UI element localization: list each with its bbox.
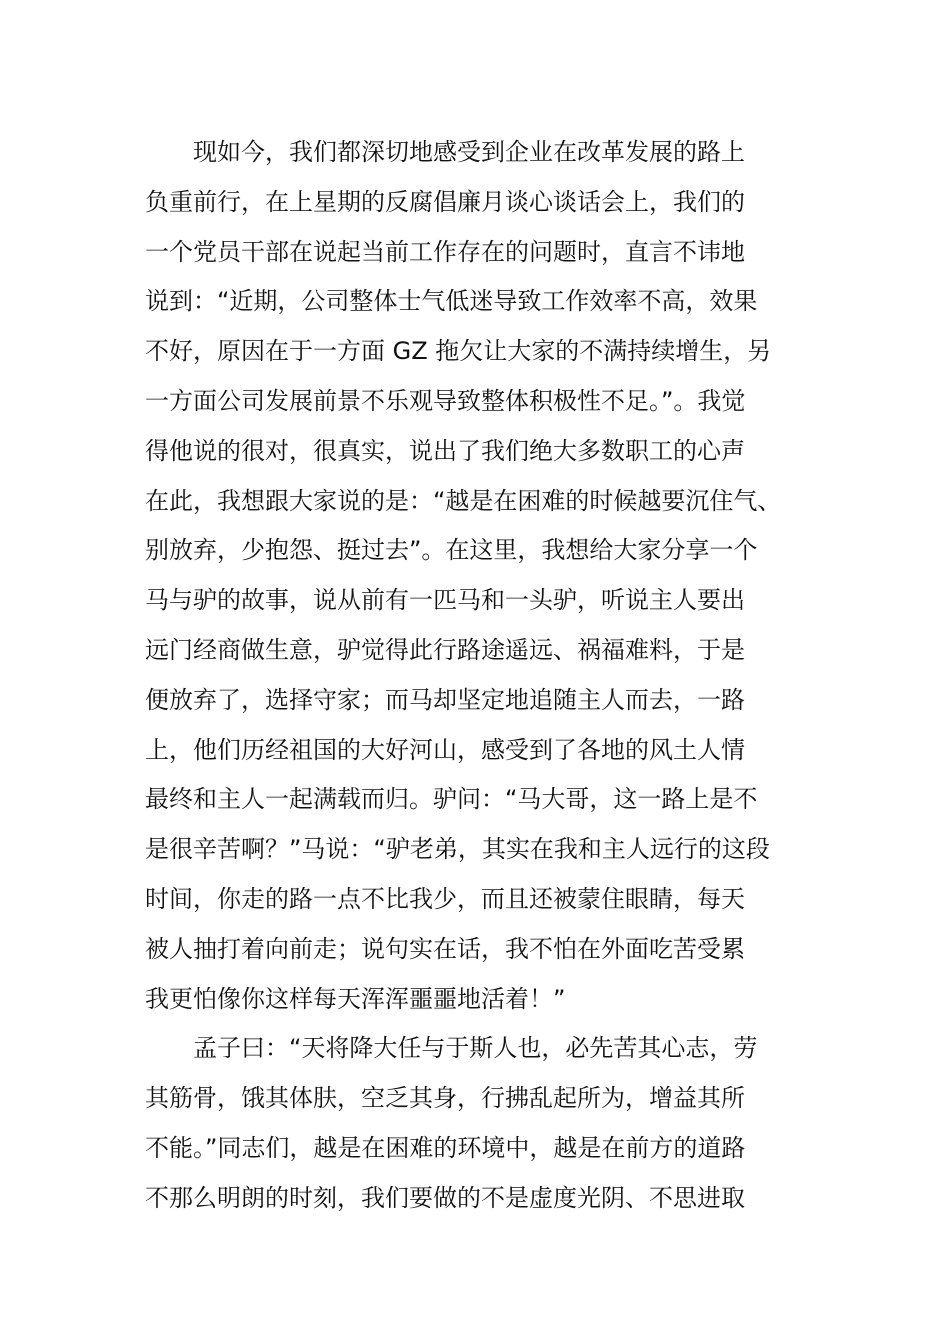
body-text: [145, 128, 825, 1224]
paragraph-line: 得他说的很对，很真实，说出了我们绝大多数职工的心声: [145, 436, 745, 465]
paragraph-line: 远门经商做生意，驴觉得此行路途遥远、祸福难料，于是: [145, 635, 745, 664]
paragraph-line: 现如今，我们都深切地感受到企业在改革发展的路上: [193, 138, 745, 166]
paragraph-line: 时间，你走的路一点不比我少，而且还被蒙住眼睛，每天: [145, 884, 745, 913]
paragraph-line: 一个党员干部在说起当前工作存在的问题时，直言不讳地: [145, 237, 745, 266]
paragraph-line: 说到：“近期，公司整体士气低迷导致工作效率不高，效果: [145, 287, 758, 316]
paragraph-line: 上，他们历经祖国的大好河山，感受到了各地的风土人情: [145, 735, 745, 764]
paragraph-line: 最终和主人一起满载而归。驴问：“马大哥，这一路上是不: [145, 785, 758, 814]
paragraph-line: 我更怕像你这样每天浑浑噩噩地活着！”: [145, 984, 566, 1013]
paragraph-line: 不好，原因在于一方面 GZ 拖欠让大家的不满持续增生，另: [145, 337, 772, 366]
paragraph-line: 不能。”同志们，越是在困难的环境中，越是在前方的道路: [145, 1133, 746, 1162]
paragraph-line: 其筋骨，饿其体肤，空乏其身，行拂乱起所为，增益其所: [145, 1084, 745, 1113]
paragraph-line: 不那么明朗的时刻，我们要做的不是虚度光阴、不思进取: [145, 1183, 745, 1212]
paragraph-line: 一方面公司发展前景不乐观导致整体积极性不足。”。我觉: [145, 386, 746, 415]
paragraph-line: 马与驴的故事，说从前有一匹马和一头驴，听说主人要出: [145, 586, 745, 615]
paragraph-line: 负重前行，在上星期的反腐倡廉月谈心谈话会上，我们的: [145, 187, 745, 216]
paragraph-line: 在此，我想跟大家说的是：“越是在困难的时候越要沉住气、: [145, 486, 782, 515]
paragraph-line: 被人抽打着向前走；说句实在话，我不怕在外面吃苦受累: [145, 934, 745, 963]
paragraph-line: 孟子曰：“天将降大任与于斯人也，必先苦其心志，劳: [193, 1034, 758, 1063]
paragraph-2: [145, 1024, 825, 1223]
paragraph-1: [145, 128, 825, 1024]
paragraph-line: 便放弃了，选择守家；而马却坚定地追随主人而去，一路: [145, 685, 745, 714]
paragraph-line: 别放弃，少抱怨、挺过去”。在这里，我想给大家分享一个: [145, 536, 758, 565]
paragraph-line: 是很辛苦啊？”马说：“驴老弟，其实在我和主人远行的这段: [145, 835, 770, 864]
